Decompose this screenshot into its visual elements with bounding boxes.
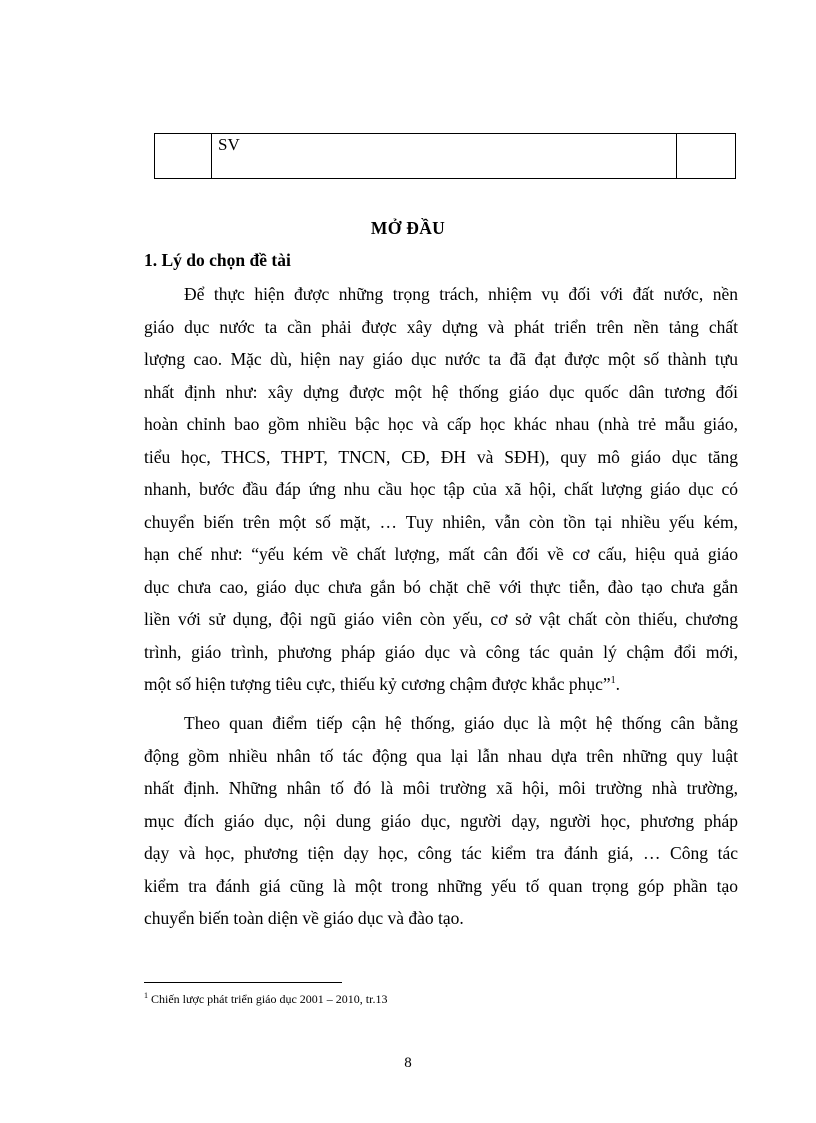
paragraph-line: giáo dục nước ta cần phải được xây dựng và phát triển trên nền tảng chất (144, 316, 738, 337)
paragraph-line: động gồm nhiều nhân tố tác động qua lại lẫn nhau dựa trên những quy luật (144, 745, 738, 766)
paragraph-line: hoàn chỉnh bao gồm nhiều bậc học và cấp học khác nhau (nhà trẻ mẫu giáo, (144, 414, 738, 434)
table-cell-empty-right (677, 134, 736, 179)
paragraph-line: dục chưa cao, giáo dục chưa gắn bó chặt chẽ với thực tiễn, đào tạo chưa gắn (144, 576, 738, 597)
paragraph-line: Để thực hiện được những trọng trách, nhiệm vụ đối với đất nước, nền (184, 284, 738, 304)
chapter-heading: MỞ ĐẦU (370, 218, 446, 238)
paragraph-line: hạn chế như: “yếu kém về chất lượng, mất cân đối về cơ cấu, hiệu quả giáo (144, 544, 738, 564)
paragraph-reason (144, 278, 738, 701)
paragraph-line: một số hiện tượng tiêu cực, thiếu kỷ cương chậm được khắc phục”$^1$. (144, 674, 620, 694)
header-table (154, 133, 736, 179)
paragraph-line: Theo quan điểm tiếp cận hệ thống, giáo dục là một hệ thống cân bằng (184, 713, 738, 733)
paragraph-line: chuyển biến trên một số mặt, … Tuy nhiên, vẫn còn tồn tại nhiều yếu kém, (144, 511, 738, 532)
paragraph-line: nhất định như: xây dựng được một hệ thống giáo dục quốc dân tương đối (144, 381, 738, 402)
table-row (155, 134, 736, 179)
page-number: 8 (404, 1055, 412, 1071)
footnote-text: Chiến lược phát triển giáo dục 2001 – 2010, tr.13 (151, 992, 388, 1006)
paragraph-line: trình, giáo trình, phương pháp giáo dục và công tác quản lý chậm đổi mới, (144, 641, 738, 662)
paragraph-line: liền với sử dụng, đội ngũ giáo viên còn yếu, cơ sở vật chất còn thiếu, chương (144, 609, 738, 629)
paragraph-line: nhanh, bước đầu đáp ứng nhu cầu học tập của xã hội, chất lượng giáo dục có (144, 479, 738, 499)
footnote-reference: 1 (610, 675, 616, 687)
table-cell-empty-left (155, 134, 212, 179)
paragraph-line: chuyển biến toàn diện về giáo dục và đào tạo. (144, 908, 464, 928)
paragraph-line: tiểu học, THCS, THPT, TNCN, CĐ, ĐH và SĐH), quy mô giáo dục tăng (144, 446, 738, 467)
footnote-marker: 1 (144, 991, 148, 1000)
footnote (144, 992, 387, 1007)
paragraph-line: nhất định. Những nhân tố đó là môi trường xã hội, môi trường nhà trường, (144, 778, 738, 798)
paragraph-systems-approach (144, 707, 738, 935)
paragraph-line: lượng cao. Mặc dù, hiện nay giáo dục nước ta đã đạt được một số thành tựu (144, 349, 738, 369)
paragraph-line: kiểm tra đánh giá cũng là một trong những yếu tố quan trọng góp phần tạo (144, 875, 738, 896)
table-cell-sv: SV (212, 134, 677, 179)
footnote-divider (144, 982, 342, 983)
section-title: 1. Lý do chọn đề tài (144, 250, 291, 270)
paragraph-line: mục đích giáo dục, nội dung giáo dục, người dạy, người học, phương pháp (144, 810, 738, 831)
paragraph-line: dạy và học, phương tiện dạy học, công tác kiểm tra đánh giá, … Công tác (144, 843, 738, 863)
